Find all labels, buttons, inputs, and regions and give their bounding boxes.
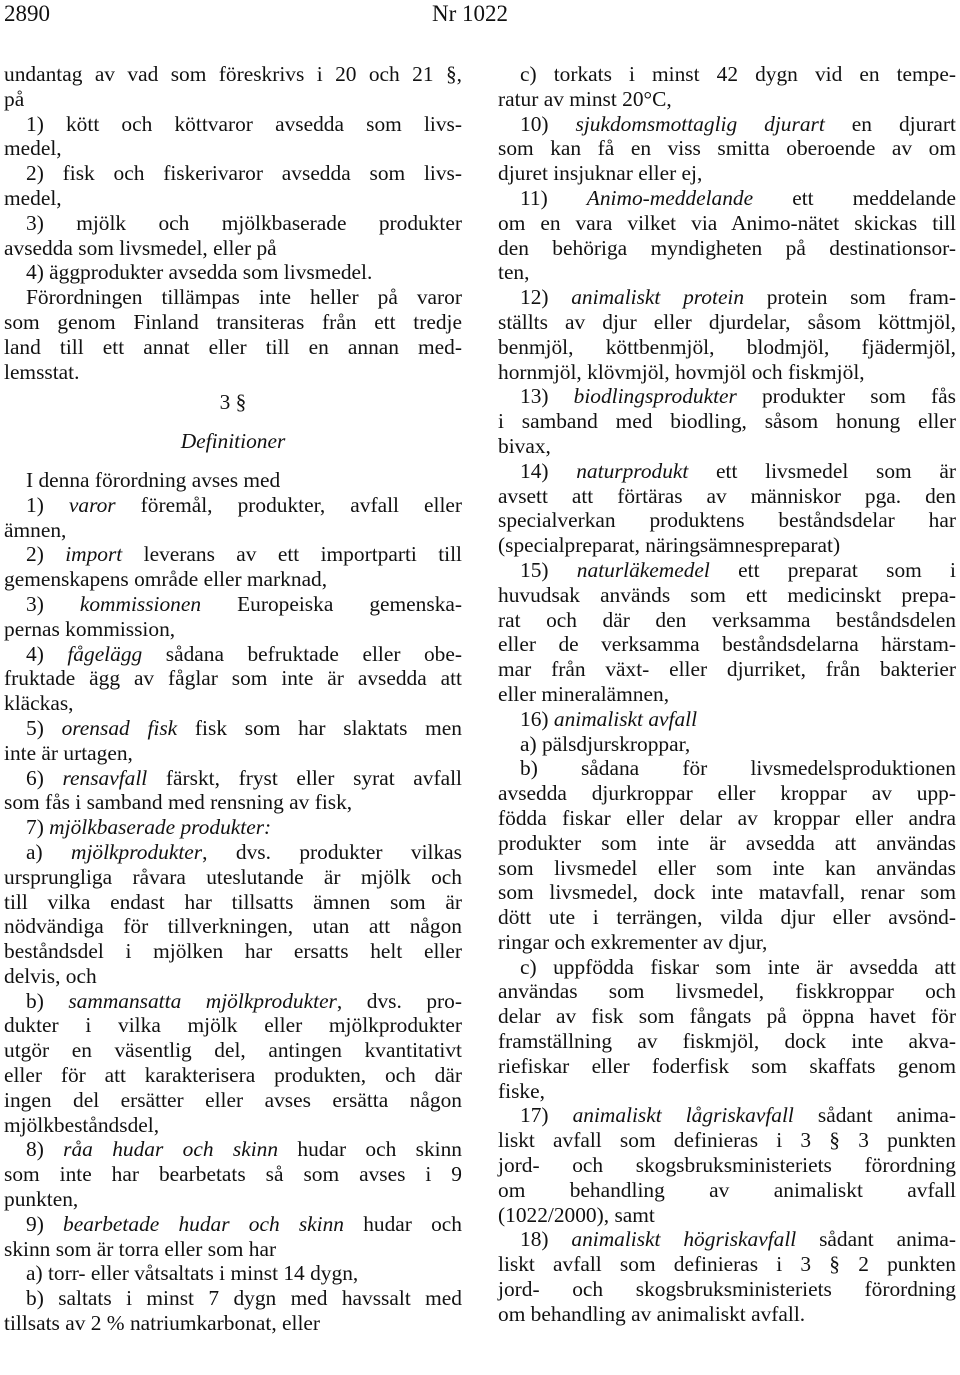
text-segment: ämnen, bbox=[4, 517, 67, 542]
defined-term: sjukdomsmottaglig djurart bbox=[575, 111, 825, 136]
text-line bbox=[498, 508, 956, 533]
text-segment: sådana befruktade eller obe- bbox=[142, 641, 462, 666]
text-segment: som fås i samband med rensning av fisk, bbox=[4, 790, 353, 815]
text-segment: ratur av minst 20°C, bbox=[498, 86, 672, 111]
text-segment: som inte har bearbetats så som avses i 9 bbox=[4, 1162, 462, 1187]
text-line bbox=[498, 831, 956, 856]
text-segment: land till ett annat eller till en annan med- bbox=[4, 334, 462, 359]
text-segment: 16) bbox=[520, 706, 554, 731]
text-line bbox=[498, 335, 956, 360]
text-segment: b) bbox=[26, 988, 69, 1013]
text-line bbox=[498, 1178, 956, 1203]
text-segment: som livsmedel, dock inte matavfall, renar som bbox=[498, 880, 956, 905]
defined-term: bearbetade hudar och skinn bbox=[63, 1211, 344, 1236]
text-segment: skinn som är torra eller som har bbox=[4, 1236, 277, 1261]
text-line bbox=[498, 360, 956, 385]
text-line bbox=[4, 335, 462, 360]
text-line bbox=[4, 617, 462, 642]
text-segment: kläckas, bbox=[4, 691, 74, 716]
text-segment: ett meddelande bbox=[753, 185, 956, 210]
text-segment: lemsstat. bbox=[4, 359, 80, 384]
defined-term: fågelägg bbox=[67, 641, 143, 666]
text-segment: avsedda som livsmedel, eller på bbox=[4, 235, 277, 260]
text-line bbox=[498, 434, 956, 459]
text-line bbox=[498, 682, 956, 707]
text-segment: 11) bbox=[520, 185, 587, 210]
text-line bbox=[498, 1004, 956, 1029]
text-line bbox=[4, 989, 462, 1014]
text-segment: på bbox=[4, 86, 25, 111]
defined-term: sammansatta mjölkprodukter bbox=[68, 988, 337, 1013]
text-segment: Europeiska gemenska- bbox=[201, 591, 463, 616]
text-segment: jord- och skogsbruksministeriets förordning bbox=[498, 1277, 956, 1302]
text-segment: ett livsmedel som är bbox=[688, 458, 956, 483]
page-header bbox=[0, 0, 960, 28]
text-segment: b) sådana för livsmedelsproduktionen bbox=[520, 756, 956, 781]
text-segment: medel, bbox=[4, 185, 62, 210]
text-line bbox=[498, 285, 956, 310]
text-segment: b) saltats i minst 7 dygn med havssalt med bbox=[26, 1286, 462, 1311]
text-segment: punkten, bbox=[4, 1187, 79, 1212]
text-segment: Förordningen tillämpas inte heller på varor bbox=[26, 285, 462, 310]
text-line bbox=[498, 236, 956, 261]
text-line bbox=[498, 781, 956, 806]
text-segment: produkter som inte är avsedda att användas bbox=[498, 830, 956, 855]
text-line bbox=[498, 62, 956, 87]
text-segment: undantag av vad som föreskrivs i 20 och 21 §, bbox=[4, 62, 462, 86]
text-line bbox=[498, 558, 956, 583]
text-segment: sådant anima- bbox=[796, 1227, 956, 1252]
text-line bbox=[498, 955, 956, 980]
text-line bbox=[498, 260, 956, 285]
text-segment: a) bbox=[26, 839, 72, 864]
text-segment: om behandling av animaliskt avfall bbox=[498, 1177, 956, 1202]
text-line bbox=[4, 766, 462, 791]
text-line bbox=[4, 211, 462, 236]
defined-term: mjölkbaserade produkter: bbox=[49, 815, 272, 840]
text-line bbox=[4, 1013, 462, 1038]
text-line bbox=[498, 310, 956, 335]
text-line bbox=[4, 62, 462, 87]
text-segment: eller för att karakterisera produkten, och där bbox=[4, 1063, 462, 1088]
text-segment: 6) bbox=[26, 765, 63, 790]
text-segment: gemenskapens område eller marknad, bbox=[4, 567, 328, 592]
text-segment: ringar och exkrementer av djur, bbox=[498, 929, 768, 954]
defined-term: animaliskt avfall bbox=[553, 706, 698, 731]
text-line bbox=[498, 1128, 956, 1153]
text-line bbox=[4, 1212, 462, 1237]
text-segment: 15) bbox=[520, 557, 577, 582]
text-line bbox=[4, 1088, 462, 1113]
text-segment: mjölkbeståndsdel, bbox=[4, 1112, 160, 1137]
text-line bbox=[4, 468, 462, 493]
text-line bbox=[4, 1137, 462, 1162]
text-line bbox=[498, 657, 956, 682]
text-segment: inte är urtagen, bbox=[4, 740, 133, 765]
defined-term: kommissionen bbox=[79, 591, 202, 616]
text-segment: den behöriga myndigheten på destinationsor- bbox=[498, 235, 956, 260]
text-segment: till vilka endast har tillsatts ämnen som är bbox=[4, 889, 462, 914]
text-segment: som genom Finland transiteras från ett tredje bbox=[4, 309, 462, 334]
text-segment: ten, bbox=[498, 260, 530, 285]
page-number: 2890 bbox=[4, 1, 50, 26]
text-segment: sådant anima- bbox=[793, 1103, 956, 1128]
text-line bbox=[4, 310, 462, 335]
text-segment: dukter i vilka mjölk eller mjölkprodukter bbox=[4, 1013, 462, 1038]
defined-term: animaliskt protein bbox=[571, 285, 745, 310]
text-segment: 12) bbox=[520, 285, 572, 310]
text-line bbox=[498, 112, 956, 137]
text-line bbox=[498, 459, 956, 484]
text-line bbox=[4, 592, 462, 617]
text-segment: (specialpreparat, näringsämnespreparat) bbox=[498, 533, 841, 558]
text-line bbox=[498, 707, 956, 732]
text-line bbox=[498, 732, 956, 757]
text-segment: avsett att förtäras av människor pga. den bbox=[498, 483, 956, 508]
text-line bbox=[4, 390, 462, 415]
text-line bbox=[498, 1203, 956, 1228]
text-segment: om behandling av animaliskt avfall. bbox=[498, 1301, 806, 1326]
text-segment: 7) bbox=[26, 815, 50, 840]
defined-term: rensavfall bbox=[62, 765, 148, 790]
text-segment: liskt avfall som definieras i 3 § 2 punkten bbox=[498, 1252, 956, 1277]
defined-term: animaliskt lågriskavfall bbox=[572, 1103, 794, 1128]
text-line bbox=[4, 1162, 462, 1187]
text-line bbox=[498, 1302, 956, 1327]
text-line bbox=[498, 136, 956, 161]
text-line bbox=[4, 691, 462, 716]
text-segment: leverans av ett importparti till bbox=[122, 542, 462, 567]
text-line bbox=[498, 1029, 956, 1054]
text-line bbox=[498, 1227, 956, 1252]
text-segment: framställning av fiskmjöl, dock inte akva- bbox=[498, 1029, 956, 1054]
text-line bbox=[4, 815, 462, 840]
text-line bbox=[498, 384, 956, 409]
text-line bbox=[4, 1237, 462, 1262]
text-line bbox=[4, 840, 462, 865]
text-line bbox=[498, 1252, 956, 1277]
text-segment: eller de verksamma beståndsdelarna härstam- bbox=[498, 632, 956, 657]
defined-term: biodlingsprodukter bbox=[573, 384, 737, 409]
defined-term: naturprodukt bbox=[576, 458, 689, 483]
text-segment: 4) äggprodukter avsedda som livsmedel. bbox=[26, 260, 373, 285]
text-segment: medel, bbox=[4, 136, 62, 161]
text-segment: utgör en väsentlig del, antingen kvantitativt bbox=[4, 1038, 462, 1063]
text-line bbox=[4, 790, 462, 815]
text-segment: 3 § bbox=[219, 390, 247, 415]
text-line bbox=[498, 1103, 956, 1128]
text-segment: en djurart bbox=[824, 111, 956, 136]
defined-term: animaliskt högriskavfall bbox=[571, 1227, 797, 1252]
text-segment: a) torr- eller våtsaltats i minst 14 dygn, bbox=[26, 1261, 359, 1286]
text-segment: 3) mjölk och mjölkbaserade produkter bbox=[26, 210, 462, 235]
text-line bbox=[498, 484, 956, 509]
text-segment: 10) bbox=[520, 111, 576, 136]
text-segment: ett preparat som i bbox=[709, 557, 956, 582]
text-segment: benmjöl, köttbenmjöl, blodmjöl, fjädermjöl, bbox=[498, 334, 956, 359]
text-segment: 3) bbox=[26, 591, 80, 616]
text-line bbox=[4, 716, 462, 741]
defined-term: Animo-meddelande bbox=[586, 185, 754, 210]
text-line bbox=[4, 1261, 462, 1286]
text-line bbox=[4, 285, 462, 310]
text-line bbox=[498, 806, 956, 831]
text-line bbox=[4, 161, 462, 186]
text-line bbox=[498, 632, 956, 657]
text-line bbox=[4, 1286, 462, 1311]
spacer bbox=[4, 415, 462, 429]
text-segment: ställts av djur eller djurdelar, såsom köttmjöl, bbox=[498, 309, 956, 334]
text-line bbox=[498, 979, 956, 1004]
text-line bbox=[4, 865, 462, 890]
text-segment: ingen del ersätter eller avses ersätta någon bbox=[4, 1087, 462, 1112]
right-column bbox=[498, 62, 956, 1327]
text-line bbox=[4, 518, 462, 543]
spacer bbox=[4, 454, 462, 468]
text-segment: eller mineralämnen, bbox=[498, 681, 670, 706]
text-line bbox=[498, 905, 956, 930]
text-segment: 14) bbox=[520, 458, 577, 483]
text-segment: liskt avfall som definieras i 3 § 3 punkten bbox=[498, 1128, 956, 1153]
text-line bbox=[4, 360, 462, 385]
text-segment: jord- och skogsbruksministeriets förordning bbox=[498, 1153, 956, 1178]
issue-number: Nr 1022 bbox=[432, 1, 509, 26]
text-line bbox=[4, 939, 462, 964]
text-segment: 4) bbox=[26, 641, 68, 666]
text-segment: födda fiskar eller delar av kroppar eller andra bbox=[498, 805, 956, 830]
text-line bbox=[4, 567, 462, 592]
text-segment: , dvs. pro- bbox=[336, 988, 462, 1013]
text-line bbox=[498, 583, 956, 608]
text-segment: c) torkats i minst 42 dygn vid en tempe- bbox=[520, 62, 956, 86]
text-line bbox=[4, 493, 462, 518]
text-line bbox=[4, 136, 462, 161]
text-segment: c) uppfödda fiskar som inte är avsedda att bbox=[520, 954, 956, 979]
text-segment: 5) bbox=[26, 715, 62, 740]
text-line bbox=[4, 236, 462, 261]
text-segment: om en vara vilket via Animo-nätet skickas till bbox=[498, 210, 956, 235]
text-segment: , dvs. produkter vilkas bbox=[202, 839, 462, 864]
text-segment: 1) kött och köttvaror avsedda som livs- bbox=[26, 111, 462, 136]
text-segment: hornmjöl, klövmjöl, hovmjöl och fiskmjöl, bbox=[498, 359, 865, 384]
text-line bbox=[4, 1063, 462, 1088]
text-line bbox=[4, 542, 462, 567]
text-segment: pernas kommission, bbox=[4, 616, 176, 641]
text-line bbox=[498, 1054, 956, 1079]
text-segment: beståndsdel i mjölken har ersatts helt eller bbox=[4, 939, 462, 964]
text-line bbox=[4, 741, 462, 766]
text-line bbox=[4, 112, 462, 137]
text-segment: riefiskar eller foderfisk som skaffats genom bbox=[498, 1053, 956, 1078]
text-segment: 17) bbox=[520, 1103, 573, 1128]
text-segment: färskt, fryst eller syrat avfall bbox=[147, 765, 462, 790]
text-segment: (1022/2000), samt bbox=[498, 1202, 655, 1227]
text-line bbox=[498, 1079, 956, 1104]
defined-term: råa hudar och skinn bbox=[63, 1137, 279, 1162]
text-line bbox=[4, 87, 462, 112]
text-segment: specialverkan produktens beståndsdelar har bbox=[498, 508, 956, 533]
text-segment: 2) fisk och fiskerivaror avsedda som livs- bbox=[26, 161, 462, 186]
text-segment: 1) bbox=[26, 492, 69, 517]
text-segment: 18) bbox=[520, 1227, 572, 1252]
text-segment: fisk som har slaktats men bbox=[177, 715, 462, 740]
text-segment: delvis, och bbox=[4, 963, 97, 988]
text-segment: som livsmedel eller som inte kan användas bbox=[498, 855, 956, 880]
text-segment: produkter som fås bbox=[736, 384, 956, 409]
defined-term: orensad fisk bbox=[61, 715, 178, 740]
text-line bbox=[4, 429, 462, 454]
text-line bbox=[4, 1113, 462, 1138]
text-line bbox=[498, 856, 956, 881]
text-segment: ursprungliga råvara uteslutande är mjölk och bbox=[4, 864, 462, 889]
text-segment: rat och där den verksamma beståndsdelen bbox=[498, 607, 956, 632]
text-segment: 9) bbox=[26, 1211, 64, 1236]
text-segment: mar från växt- eller djurriket, från bakterier bbox=[498, 657, 956, 682]
text-segment: fruktade ägg av fåglar som inte är avsedda att bbox=[4, 666, 462, 691]
text-segment: i samband med biodling, såsom honung eller bbox=[498, 409, 956, 434]
text-segment: 13) bbox=[520, 384, 574, 409]
text-segment: bivax, bbox=[498, 433, 551, 458]
text-line bbox=[498, 533, 956, 558]
text-line bbox=[4, 1038, 462, 1063]
text-segment: dött ute i terrängen, vilda djur eller avsönd- bbox=[498, 905, 956, 930]
text-segment: 2) bbox=[26, 542, 66, 567]
text-line bbox=[4, 964, 462, 989]
left-column bbox=[4, 62, 462, 1336]
text-line bbox=[498, 608, 956, 633]
text-line bbox=[498, 211, 956, 236]
text-segment: a) pälsdjurskroppar, bbox=[520, 731, 691, 756]
text-line bbox=[4, 890, 462, 915]
text-line bbox=[4, 666, 462, 691]
text-line bbox=[498, 87, 956, 112]
defined-term: import bbox=[65, 542, 123, 567]
text-line bbox=[4, 186, 462, 211]
defined-term: mjölkprodukter bbox=[71, 839, 203, 864]
text-line bbox=[4, 1311, 462, 1336]
text-segment: hudar och skinn bbox=[278, 1137, 462, 1162]
text-segment: hudar och bbox=[344, 1211, 462, 1236]
defined-term: naturläkemedel bbox=[576, 557, 710, 582]
text-segment: användas som livsmedel, fiskkroppar och bbox=[498, 979, 956, 1004]
text-line bbox=[498, 1153, 956, 1178]
text-segment: 8) bbox=[26, 1137, 64, 1162]
text-segment: protein som fram- bbox=[744, 285, 956, 310]
text-segment: huvudsak används som ett medicinskt prepa- bbox=[498, 582, 956, 607]
text-line bbox=[498, 880, 956, 905]
text-line bbox=[498, 409, 956, 434]
text-line bbox=[4, 642, 462, 667]
text-segment: nödvändiga för tillverkningen, utan att någon bbox=[4, 914, 462, 939]
text-line bbox=[4, 260, 462, 285]
text-line bbox=[4, 914, 462, 939]
defined-term: Definitioner bbox=[180, 429, 286, 454]
text-segment: fiske, bbox=[498, 1078, 545, 1103]
text-segment: djuret insjuknar eller ej, bbox=[498, 161, 703, 186]
text-segment: I denna förordning avses med bbox=[26, 467, 281, 492]
text-line bbox=[498, 756, 956, 781]
text-line bbox=[498, 161, 956, 186]
text-segment: tillsats av 2 % natriumkarbonat, eller bbox=[4, 1311, 321, 1336]
text-line bbox=[4, 1187, 462, 1212]
text-segment: delar av fisk som fångats på öppna havet för bbox=[498, 1004, 956, 1029]
text-segment: avsedda djurkroppar eller kroppar av upp- bbox=[498, 781, 956, 806]
defined-term: varor bbox=[68, 492, 116, 517]
text-line bbox=[498, 930, 956, 955]
text-line bbox=[498, 1277, 956, 1302]
text-segment: föremål, produkter, avfall eller bbox=[115, 492, 463, 517]
text-line bbox=[498, 186, 956, 211]
text-segment: som kan få en viss smitta oberoende av om bbox=[498, 136, 956, 161]
